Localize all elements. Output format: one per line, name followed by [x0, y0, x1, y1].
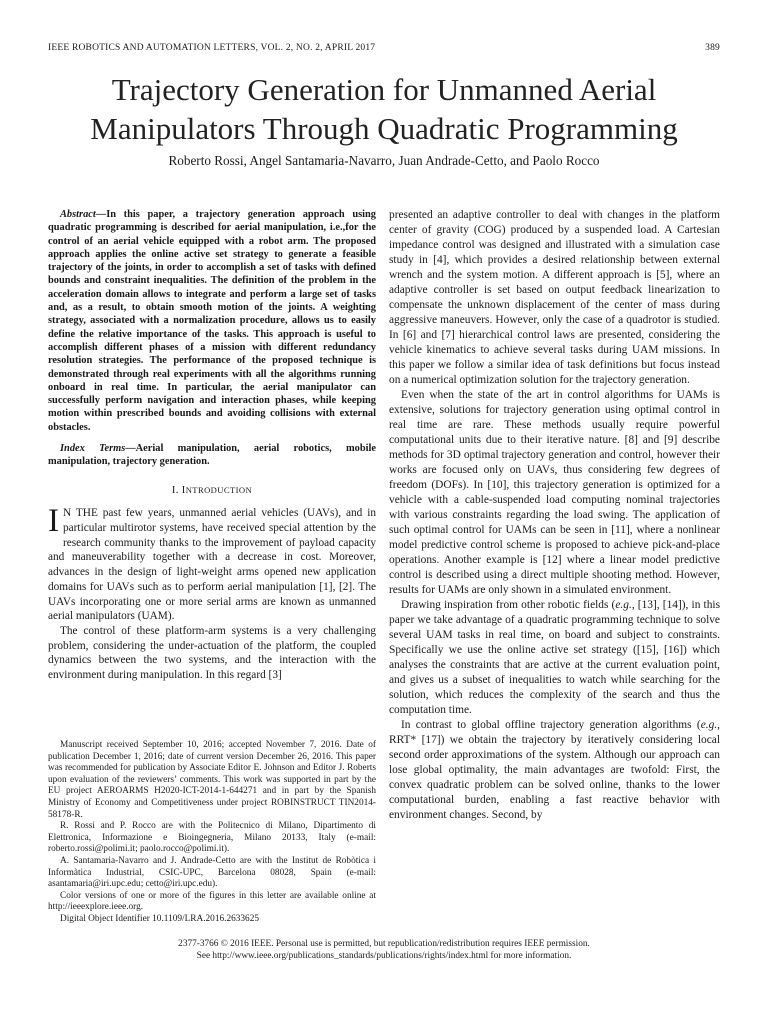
section-initial: I: [181, 484, 186, 496]
page-number: 389: [705, 43, 720, 53]
copyright-line-2: See http://www.ieee.org/publications_standards/publications/rights/index.html for more information.: [196, 950, 572, 961]
index-terms: [48, 442, 376, 469]
right-paragraph-3-rest: , [13], [14]), in this paper we take advantage of a quadratic programming technique to solve several UAM tasks in real time, on board and subject to constraints. Specifically we use the online active set strategy ([15], [16]) which analyses the constraints that are active at the current evaluation point, and gives us a subset of inequalities to watch while searching for the solution, which reduces the complexity of the search and thus the computation time.: [389, 599, 720, 716]
footnotes: [48, 740, 376, 926]
footnote-affiliation-1: R. Rossi and P. Rocco are with the Politecnico di Milano, Dipartimento di Elettronica, Informazione e Bioingegneria, Milano 20133, Italy (e-mail: roberto.rossi@polimi.it; paolo.rocco@polimi.it).: [48, 821, 376, 855]
footnote-manuscript: Manuscript received September 10, 2016; accepted November 7, 2016. Date of publication December 1, 2016; date of current version December 26, 2016. This paper was recommended for publication by Associate Editor E. Johnson and Editor J. Roberts upon evaluation of the reviewers’ comments. This work was supported in part by the EU project AEROARMS H2020-ICT-2014-1-644271 and in part by the Spanish Ministry of Economy and Competitiveness under project ROBINSTRUCT TIN2014-58178-R.: [48, 740, 376, 820]
intro-paragraph-2: The control of these platform-arm systems is a very challenging problem, considering the under-actuation of the platform, the coupled dynamics between the two systems, and the interaction with the environment during manipulation. In this regard [3]: [48, 624, 376, 682]
abstract-text: —In this paper, a trajectory generation approach using quadratic programming is described for aerial manipulation, i.e.,for the control of an aerial vehicle equipped with a robot arm. The proposed approach applies the online active set strategy to generate a feasible trajectory of the joints, in order to accomplish a set of tasks with defined bounds and constraint inequalities. The definition of the problem in the acceleration domain allows to integrate and perform a large set of tasks and, as a result, to obtain smooth motion of the joints. A weighting strategy, associated with a normalization procedure, allows us to easily define the relative importance of the tasks. This approach is useful to accomplish different phases of a mission with different redundancy resolution strategies. The performance of the proposed technique is demonstrated through real experiments with all the algorithms running onboard in real time. In particular, the aerial manipulator can successfully perform navigation and interaction phases, while keeping motion within prescribed bounds and avoiding collisions with external obstacles.: [48, 209, 376, 433]
intro-first-words: N THE: [63, 507, 98, 520]
index-terms-lead: Index Terms: [60, 443, 126, 455]
paper-title: [40, 70, 728, 148]
footnote-doi: Digital Object Identifier 10.1109/LRA.2016.2633625: [60, 913, 259, 924]
copyright-line-1: 2377-3766 © 2016 IEEE. Personal use is permitted, but republication/redistribution requires IEEE permission.: [178, 939, 590, 949]
journal-citation: IEEE ROBOTICS AND AUTOMATION LETTERS, VOL. 2, NO. 2, APRIL 2017: [48, 43, 376, 53]
abstract: [48, 208, 376, 434]
title-line-2: Manipulators Through Quadratic Programming: [90, 111, 678, 146]
section-title-rest: NTRODUCTION: [185, 484, 253, 495]
right-paragraph-4-rest: , RRT* [17]) we obtain the trajectory by iteratively considering local second order approximations of the system. Although our approach can lose global optimality, the main advantages are twofold: First, the convex quadratic problem can be solved online, thanks to the lower computational burden, enabling a fast reactive behavior with environment changes. Second, by: [389, 719, 720, 821]
copyright-notice: [48, 939, 720, 963]
left-column: [48, 208, 376, 683]
right-paragraph-4: [389, 718, 720, 823]
right-column: [389, 208, 720, 823]
right-paragraph-3: [389, 598, 720, 718]
intro-paragraph-1-text: past few years, unmanned aerial vehicles (UAVs), and in particular multirotor systems, have received special attention by the research community thanks to the improvement of payload capacity and maneuverability together with a decrease in cost. Moreover, advances in the design of light-weight arms opened new application domains for UAVs such as to perform aerial manipulation [1], [2]. The UAVs incorporating one or more serial arms are known as unmanned aerial manipulators (UAM).: [48, 507, 376, 623]
drop-cap: I: [48, 503, 59, 540]
footnote-color-versions: Color versions of one or more of the figures in this letter are available online at http://ieeexplore.ieee.org.: [48, 890, 376, 913]
right-paragraph-3-start: Drawing inspiration from other robotic fields (: [401, 599, 616, 611]
eg-abbreviation: e.g.: [700, 719, 718, 731]
section-numeral: I.: [171, 484, 179, 496]
intro-paragraph-1: [48, 503, 376, 624]
footnote-affiliation-2: A. Santamaria-Navarro and J. Andrade-Cetto are with the Institut de Robòtica i Informàtica Industrial, CSIC-UPC, Barcelona 08028, Spain (e-mail: asantamaria@iri.upc.edu; cetto@iri.upc.edu).: [48, 855, 376, 890]
section-heading-introduction: [48, 483, 376, 499]
abstract-lead: Abstract: [60, 209, 96, 220]
eg-abbreviation: e.g.: [615, 599, 632, 611]
title-line-1: Trajectory Generation for Unmanned Aerial: [111, 72, 657, 107]
right-paragraph-1: presented an adaptive controller to deal with changes in the platform center of gravity (COG) produced by a suspended load. A Cartesian impedance control was designed and illustrated with a simulation case study in [4], which provides a desired relationship between external wrench and the system motion. A different approach is [5], where an adaptive controller is set based on output feedback linearization to compensate the unknown displacement of the center of mass during aggressive maneuvers. However, only the case of a quadrotor is studied. In [6] and [7] hierarchical control laws are presented, considering the vehicle kinematics to achieve several tasks during UAM missions. In this paper we follow a similar idea of task definitions but focus instead on a numerical optimization solution for the trajectory generation.: [389, 209, 720, 386]
author-list: Roberto Rossi, Angel Santamaria-Navarro, Juan Andrade-Cetto, and Paolo Rocco: [168, 153, 600, 168]
right-paragraph-4-start: In contrast to global offline trajectory generation algorithms (: [401, 719, 701, 731]
right-paragraph-2: Even when the state of the art in control algorithms for UAMs is extensive, solutions for trajectory generation using optimal control in real time are rare. These methods usually require powerful computational units due to their iterative nature. [8] and [9] describe methods for 3D optimal trajectory generation and control, however their works are focused only on UAVs, thus considering few degrees of freedom (DOFs). In [10], this trajectory generation is optimized for a vehicle with a cable-suspended load computing nominal trajectories with various constraints regarding the load swing. The application of such optimal control for UAMs can be seen in [11], where a nonlinear model predictive control scheme is proposed to achieve pick-and-place operations. Another example is [12] where a linear model predictive control is described using a direct multiple shooting method. However, results for UAMs are only shown in a simulated environment.: [389, 389, 720, 596]
index-terms-text: —Aerial manipulation, aerial robotics, mobile manipulation, trajectory generation.: [48, 443, 376, 468]
